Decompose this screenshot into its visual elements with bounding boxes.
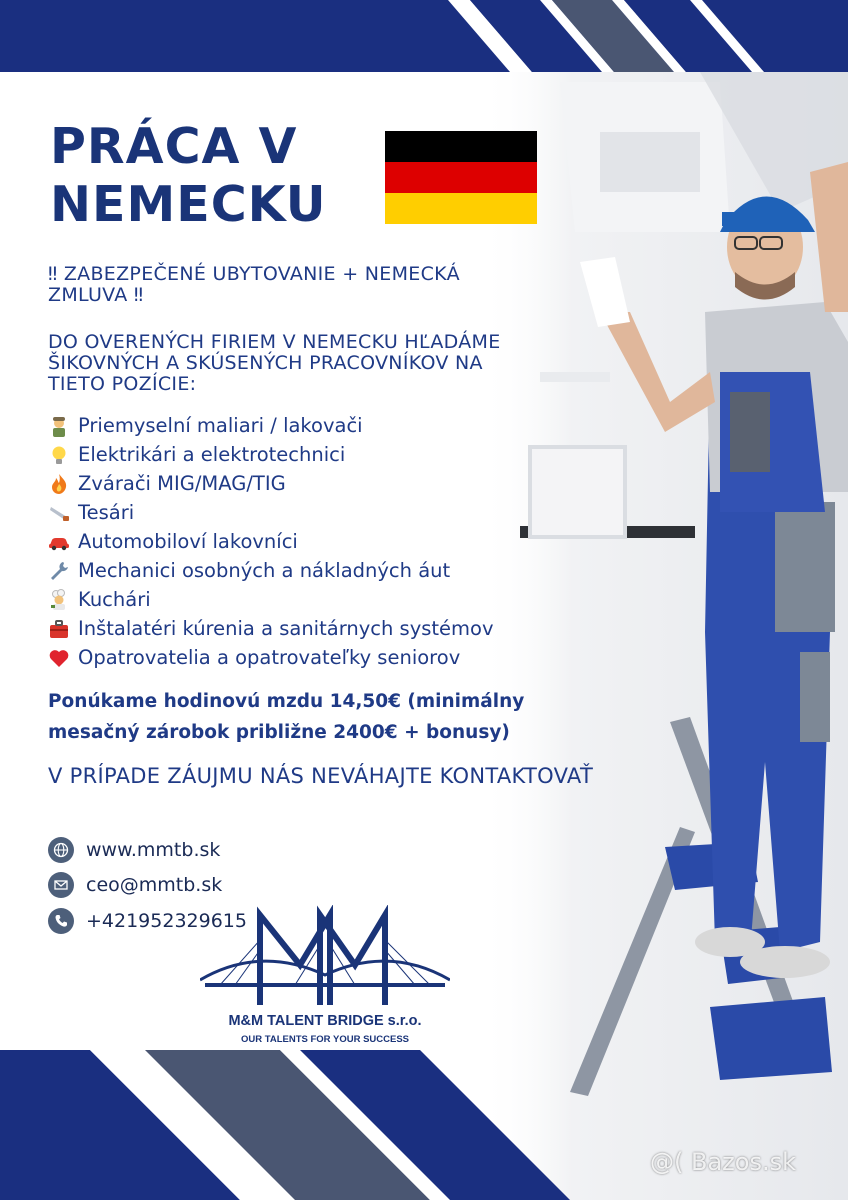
list-item (46, 469, 494, 498)
position-label: Tesári (78, 501, 135, 524)
bazos-watermark: @( Bazos.sk (650, 1148, 796, 1176)
email-link[interactable]: ceo@mmtb.sk (86, 874, 223, 896)
wage-offer: Ponúkame hodinovú mzdu 14,50€ (minimálny mesačný zárobok približne 2400€ + bonusy) (48, 691, 525, 743)
phone-number[interactable]: +421952329615 (86, 910, 247, 932)
company-slogan: OUR TALENTS FOR YOUR SUCCESS (240, 1034, 410, 1045)
list-item (46, 556, 494, 585)
technician-photo (480, 72, 848, 1200)
fire-icon (46, 473, 72, 495)
position-label: Inštalatéri kúrenia a sanitárnych systémov (78, 617, 494, 640)
list-item (46, 411, 494, 440)
list-item (46, 643, 494, 672)
list-item (46, 498, 494, 527)
contact-web[interactable] (48, 836, 220, 864)
contact-email[interactable] (48, 871, 222, 899)
position-label: Kuchári (78, 588, 151, 611)
page-title: PRÁCA V NEMECKU (50, 118, 327, 233)
saw-icon (46, 502, 72, 524)
light-bulb-icon (46, 444, 72, 466)
position-label: Opatrovatelia a opatrovateľky seniorov (78, 646, 461, 669)
painter-icon (46, 415, 72, 437)
company-name: M&M TALENT BRIDGE s.r.o. (228, 1013, 422, 1029)
position-label: Zvárači MIG/MAG/TIG (78, 472, 286, 495)
list-item (46, 440, 494, 469)
position-label: Elektrikári a elektrotechnici (78, 443, 346, 466)
bottom-stripe-banner (0, 1050, 600, 1200)
heart-icon (46, 647, 72, 669)
accommodation-notice: ‼ ZABEZPEČENÉ UBYTOVANIE + NEMECKÁ ZMLUVA ‼ (48, 263, 460, 306)
list-item (46, 527, 494, 556)
wrench-icon (46, 560, 72, 582)
phone-icon (48, 908, 74, 934)
cook-icon (46, 589, 72, 611)
globe-icon (48, 837, 74, 863)
position-label: Automobiloví lakovníci (78, 530, 298, 553)
contact-call-to-action: V PRÍPADE ZÁUJMU NÁS NEVÁHAJTE KONTAKTOVAŤ (48, 764, 594, 788)
website-link[interactable]: www.mmtb.sk (86, 839, 221, 861)
top-stripe-banner (0, 0, 848, 72)
position-label: Mechanici osobných a nákladných áut (78, 559, 451, 582)
car-icon (46, 531, 72, 553)
envelope-icon (48, 872, 74, 898)
list-item (46, 614, 494, 643)
positions-list (46, 411, 494, 672)
intro-text: DO OVERENÝCH FIRIEM V NEMECKU HĽADÁME ŠIKOVNÝCH A SKÚSENÝCH PRACOVNÍKOV NA TIETO POZÍCIE: (48, 331, 501, 395)
toolbox-icon (46, 618, 72, 640)
germany-flag-icon (385, 131, 537, 224)
position-label: Priemyselní maliari / lakovači (78, 414, 363, 437)
list-item (46, 585, 494, 614)
